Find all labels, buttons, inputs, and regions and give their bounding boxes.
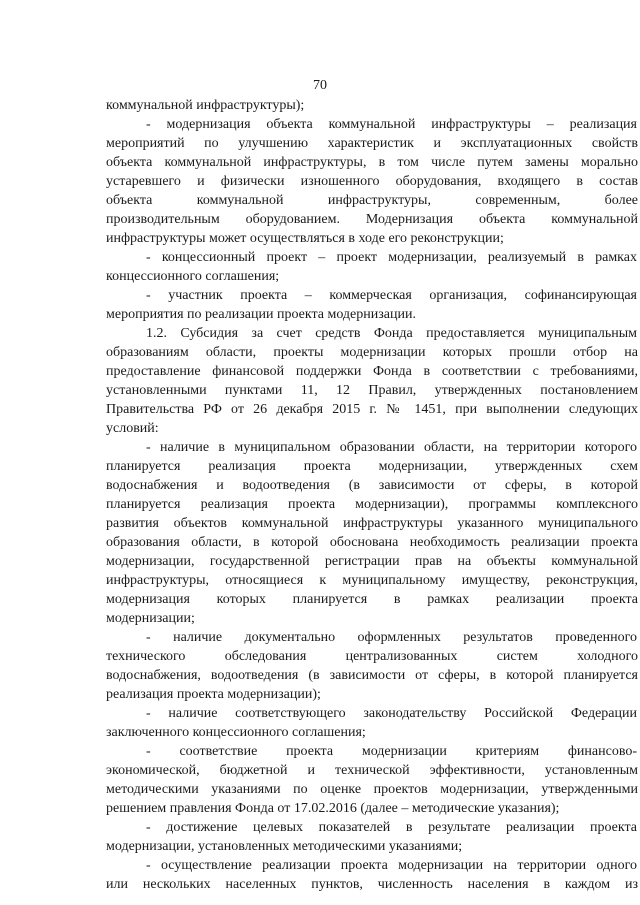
text-line: планируется реализация проекта модернизации), программы комплексного: [106, 497, 638, 512]
page-number: 70: [313, 78, 327, 93]
text-line: концессионного соглашения;: [106, 269, 280, 284]
text-line: Правительства РФ от 26 декабря 2015 г. № 1451, при выполнении следующих: [106, 402, 638, 417]
text-line: устаревшего и физически изношенного оборудования, входящего в состав: [106, 174, 638, 189]
text-line: заключенного концессионного соглашения;: [106, 725, 366, 740]
text-line: инфраструктуры, относящиеся к муниципальному имуществу, реконструкция,: [106, 573, 638, 588]
text-line: экономической, бюджетной и технической эффективности, установленным: [106, 763, 638, 778]
text-line: объекта коммунальной инфраструктуры, современным, более: [106, 193, 638, 208]
text-line: реализация проекта модернизации);: [106, 687, 321, 702]
text-line: коммунальной инфраструктуры);: [106, 98, 305, 113]
text-line: образования области, в которой обоснована необходимость реализации проекта: [106, 535, 638, 550]
text-line: образованиям области, проекты модернизации которых прошли отбор на: [106, 345, 638, 360]
text-line: модернизации, государственной регистрации прав на объекты коммунальной: [106, 554, 638, 569]
text-line: объекта коммунальной инфраструктуры, в том числе путем замены морально: [106, 155, 638, 170]
text-line: - модернизация объекта коммунальной инфраструктуры – реализация: [146, 117, 637, 132]
text-line: мероприятия по реализации проекта модернизации.: [106, 307, 416, 322]
text-line: - наличие соответствующего законодательству Российской Федерации: [146, 706, 637, 721]
text-line: развития объектов коммунальной инфраструктуры указанного муниципального: [106, 516, 638, 531]
text-line: мероприятий по улучшению характеристик и эксплуатационных свойств: [106, 136, 638, 151]
text-line: - наличие в муниципальном образовании области, на территории которого: [146, 440, 637, 455]
text-line: планируется реализация проекта модернизации, утвержденных схем: [106, 459, 638, 474]
text-line: модернизации;: [106, 611, 195, 626]
text-line: водоснабжения и водоотведения (в зависимости от сферы, в которой: [106, 478, 638, 493]
text-line: технического обследования централизованных систем холодного: [106, 649, 638, 664]
text-line: предоставление финансовой поддержки Фонда в соответствии с требованиями,: [106, 364, 638, 379]
text-line: - концессионный проект – проект модернизации, реализуемый в рамках: [146, 250, 637, 265]
text-line: - достижение целевых показателей в результате реализации проекта: [146, 820, 637, 835]
text-line: - соответствие проекта модернизации критериям финансово-: [146, 744, 637, 759]
text-line: модернизация которых планируется в рамках реализации проекта: [106, 592, 638, 607]
text-line: 1.2. Субсидия за счет средств Фонда предоставляется муниципальным: [146, 326, 637, 341]
text-line: решением правления Фонда от 17.02.2016 (далее – методические указания);: [106, 801, 560, 816]
text-line: - наличие документально оформленных результатов проведенного: [146, 630, 637, 645]
text-line: или нескольких населенных пунктов, численность населения в каждом из: [106, 877, 638, 892]
text-line: установленными пунктами 11, 12 Правил, утвержденных постановлением: [106, 383, 638, 398]
text-line: инфраструктуры может осуществляться в ходе его реконструкции;: [106, 231, 504, 246]
text-line: производительным оборудованием. Модернизация объекта коммунальной: [106, 212, 638, 227]
text-line: водоснабжения, водоотведения (в зависимости от сферы, в которой планируется: [106, 668, 638, 683]
text-line: методическими указаниями по оценке проектов модернизации, утвержденными: [106, 782, 638, 797]
text-line: условий:: [106, 421, 159, 436]
text-line: - участник проекта – коммерческая организация, софинансирующая: [146, 288, 637, 303]
text-line: модернизации, установленных методическими указаниями;: [106, 839, 463, 854]
text-line: - осуществление реализации проекта модернизации на территории одного: [146, 858, 637, 873]
